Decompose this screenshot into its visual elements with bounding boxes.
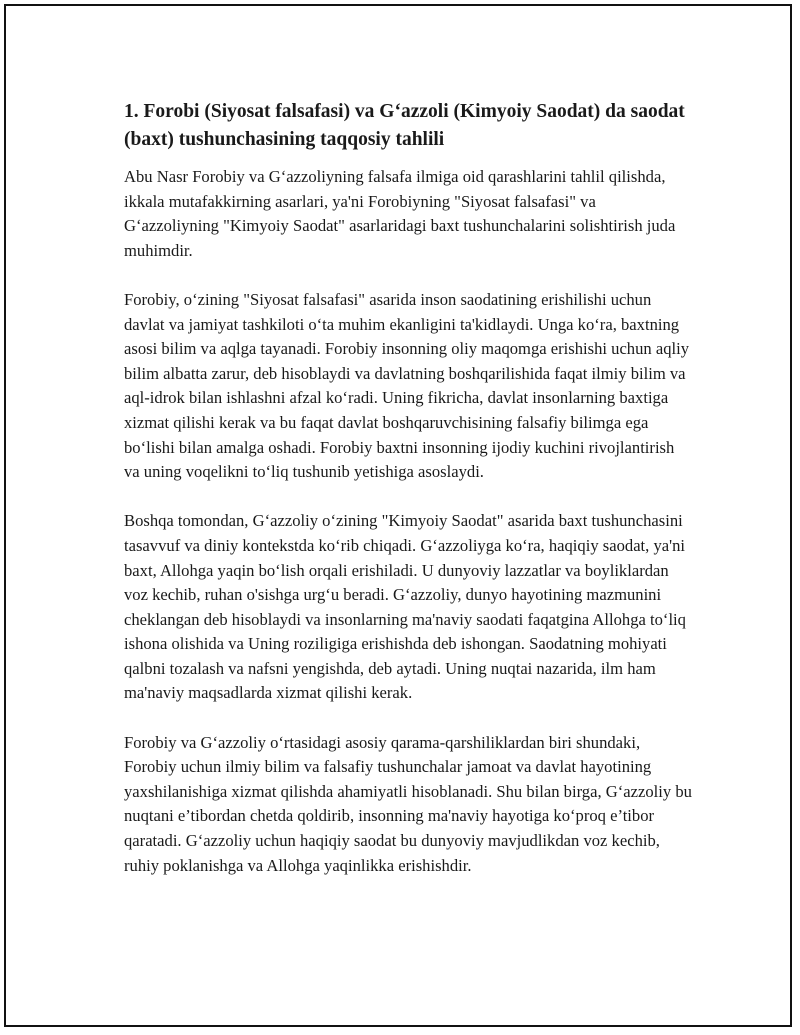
document-body bbox=[124, 98, 694, 903]
paragraph-ghazali: Boshqa tomondan, G‘azzoliy o‘zining "Kimyoiy Saodat" asarida baxt tushunchasini tasavvuf va diniy kontekstda ko‘rib chiqadi. G‘azzoliyga ko‘ra, haqiqiy saodat, ya'ni baxt, Allohga yaqin bo‘lish orqali erishiladi. U dunyoviy lazzatlar va boyliklardan voz kechib, ruhan o'sishga urg‘u beradi. G‘azzoliy, dunyo hayotining mazmunini cheklangan deb hisoblaydi va insonlarning ma'naviy saodati faqatgina Allohga to‘liq ishona olishida va Uning roziligiga erishishda deb ishongan. Saodatning mohiyati qalbni tozalash va nafsni yengishda, deb aytadi. Uning nuqtai nazarida, ilm ham ma'naviy maqsadlarda xizmat qilishi kerak. bbox=[124, 511, 686, 703]
paragraph-farabi: Forobiy, o‘zining "Siyosat falsafasi" asarida inson saodatining erishilishi uchun davlat va jamiyat tashkiloti o‘ta muhim ekanligini ta'kidlaydi. Unga ko‘ra, baxtning asosi bilim va aqlga tayanadi. Forobiy insonning oliy maqomga erishishi uchun aqliy bilim albatta zarur, deb hisoblaydi va davlatning boshqarilishida faqat ilmiy bilim va aql-idrok bilan ishlashni afzal ko‘radi. Uning fikricha, davlat insonlarning baxtiga xizmat qilishi kerak va bu faqat davlat boshqaruvchisining falsafiy bilimga ega bo‘lishi bilan amalga oshadi. Forobiy baxtni insonning ijodiy kuchini rivojlantirish va uning voqelikni to‘liq tushunib yetishiga asoslaydi. bbox=[124, 289, 690, 482]
paragraph-intro: Abu Nasr Forobiy va G‘azzoliyning falsafa ilmiga oid qarashlarini tahlil qilishda, ikkala mutafakkirning asarlari, ya'ni Forobiyning "Siyosat falsafasi" va G‘azzoliyning "Kimyoiy Saodat" asarlaridagi baxt tushunchalarini solishtirish juda muhimdir. bbox=[124, 167, 676, 260]
page-frame bbox=[4, 4, 792, 1027]
paragraph-comparison: Forobiy va G‘azzoliy o‘rtasidagi asosiy qarama-qarshiliklardan biri shundaki, Forobiy uchun ilmiy bilim va falsafiy tushunchalar jamoat va davlat hayotining yaxshilanishiga xizmat qilishda ahamiyatli hisoblanadi. Shu bilan birga, G‘azzoliy bu nuqtani e’tibordan chetda qoldirib, insonning ma'naviy hayotiga ko‘proq e’tibor qaratadi. G‘azzoliy uchun haqiqiy saodat bu dunyoviy mavjudlikdan voz kechib, ruhiy poklanishga va Allohga yaqinlikka erishishdir. bbox=[124, 732, 692, 875]
section-heading: 1. Forobi (Siyosat falsafasi) va G‘azzoli (Kimyoiy Saodat) da saodat (baxt) tushunchasining taqqosiy tahlili bbox=[124, 101, 685, 150]
